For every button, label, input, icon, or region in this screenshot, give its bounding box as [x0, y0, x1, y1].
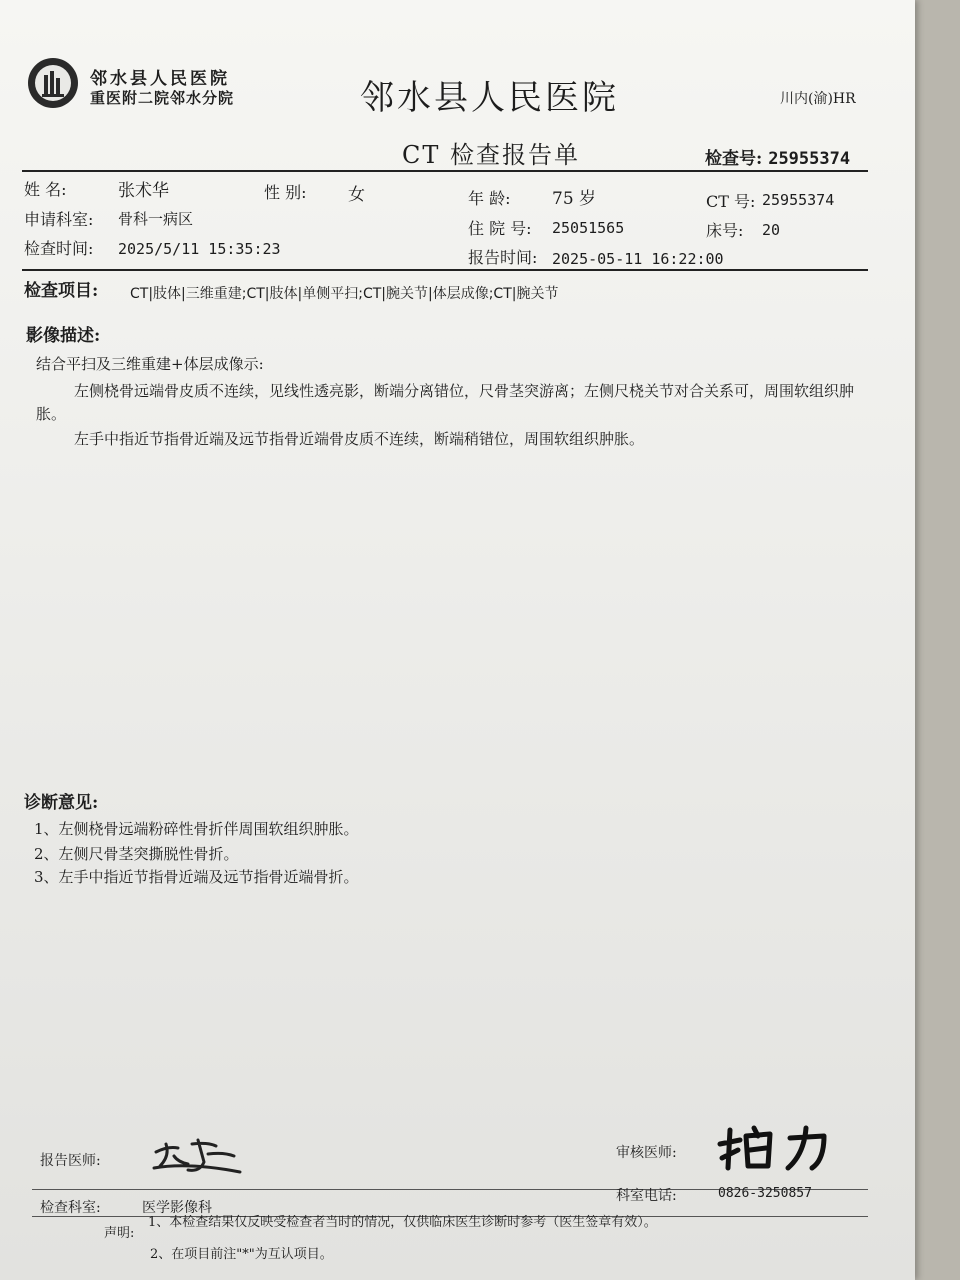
bed-no: 20 [762, 221, 781, 239]
patient-sex: 女 [348, 185, 365, 205]
license-code: 川内(渝)HR [780, 91, 856, 107]
statement-label: 声明: [104, 1226, 135, 1241]
patient-name: 张术华 [118, 181, 169, 201]
review-doctor-label: 审核医师: [616, 1145, 677, 1161]
exam-time: 2025/5/11 15:35:23 [118, 240, 281, 258]
exam-items-value: CT|肢体|三维重建;CT|肢体|单侧平扫;CT|腕关节|体层成像;CT|腕关节 [130, 286, 559, 302]
exam-time-label: 检查时间: [24, 239, 94, 258]
sex-label: 性 别: [264, 183, 307, 202]
statement-1: 1、本检查结果仅反映受检查者当时的情况，仅供临床医生诊断时参考（医生签章有效）。 [148, 1215, 657, 1230]
dept-label: 申请科室: [24, 210, 94, 229]
admission-label: 住 院 号: [468, 219, 532, 238]
diagnosis-item: 1、左侧桡骨远端粉碎性骨折伴周围软组织肿胀。 [34, 820, 359, 838]
header-rule [22, 170, 868, 172]
exam-no-label: 检查号: [705, 149, 763, 169]
diagnosis-item: 2、左侧尺骨茎突撕脱性骨折。 [34, 845, 239, 863]
exam-dept-label: 检查科室: [40, 1200, 101, 1216]
review-doctor-signature [714, 1124, 838, 1176]
report-doctor-label: 报告医师: [40, 1153, 101, 1169]
imaging-para-2: 左手中指近节指骨近端及远节指骨近端骨皮质不连续，断端稍错位，周围软组织肿胀。 [74, 430, 645, 448]
exam-no-value: 25955374 [768, 149, 851, 169]
imaging-intro: 结合平扫及三维重建+体层成像示: [36, 355, 264, 373]
imaging-para-1: 左侧桡骨远端骨皮质不连续，见线性透亮影，断端分离错位，尺骨茎突游离；左侧尺桡关节对合关系可，周围软组织肿胀。 [36, 382, 855, 423]
report-time-label: 报告时间: [468, 248, 538, 267]
dept-phone-label: 科室电话: [616, 1188, 677, 1204]
hospital-affiliate: 重医附二院邻水分院 [90, 89, 235, 107]
hospital-title: 邻水县人民医院 [360, 78, 619, 118]
name-label: 姓 名: [24, 180, 67, 199]
ct-no: 25955374 [762, 191, 835, 209]
admission-no: 25051565 [552, 219, 625, 237]
info-rule [22, 269, 868, 271]
diagnosis-item: 3、左手中指近节指骨近端及远节指骨近端骨折。 [34, 868, 359, 886]
exam-dept: 医学影像科 [142, 1200, 212, 1216]
imaging-label: 影像描述: [26, 326, 101, 346]
patient-age: 75 岁 [552, 189, 597, 209]
statement-2: 2、在项目前注"*"为互认项目。 [150, 1247, 333, 1262]
exam-number [705, 144, 850, 169]
bed-label: 床号: [706, 221, 744, 240]
diagnosis-label: 诊断意见: [24, 793, 99, 813]
ct-no-label: CT 号: [706, 192, 756, 211]
report-doctor-signature [148, 1132, 244, 1178]
age-label: 年 龄: [468, 189, 511, 208]
dept-phone: 0826-3250857 [718, 1186, 812, 1201]
hospital-name-small: 邻水县人民医院 [90, 69, 230, 89]
hospital-logo-icon [28, 58, 78, 108]
report-time: 2025-05-11 16:22:00 [552, 250, 724, 268]
exam-items-label: 检查项目: [24, 281, 99, 301]
report-title: CT 检查报告单 [402, 141, 580, 169]
request-dept: 骨科一病区 [118, 210, 194, 228]
